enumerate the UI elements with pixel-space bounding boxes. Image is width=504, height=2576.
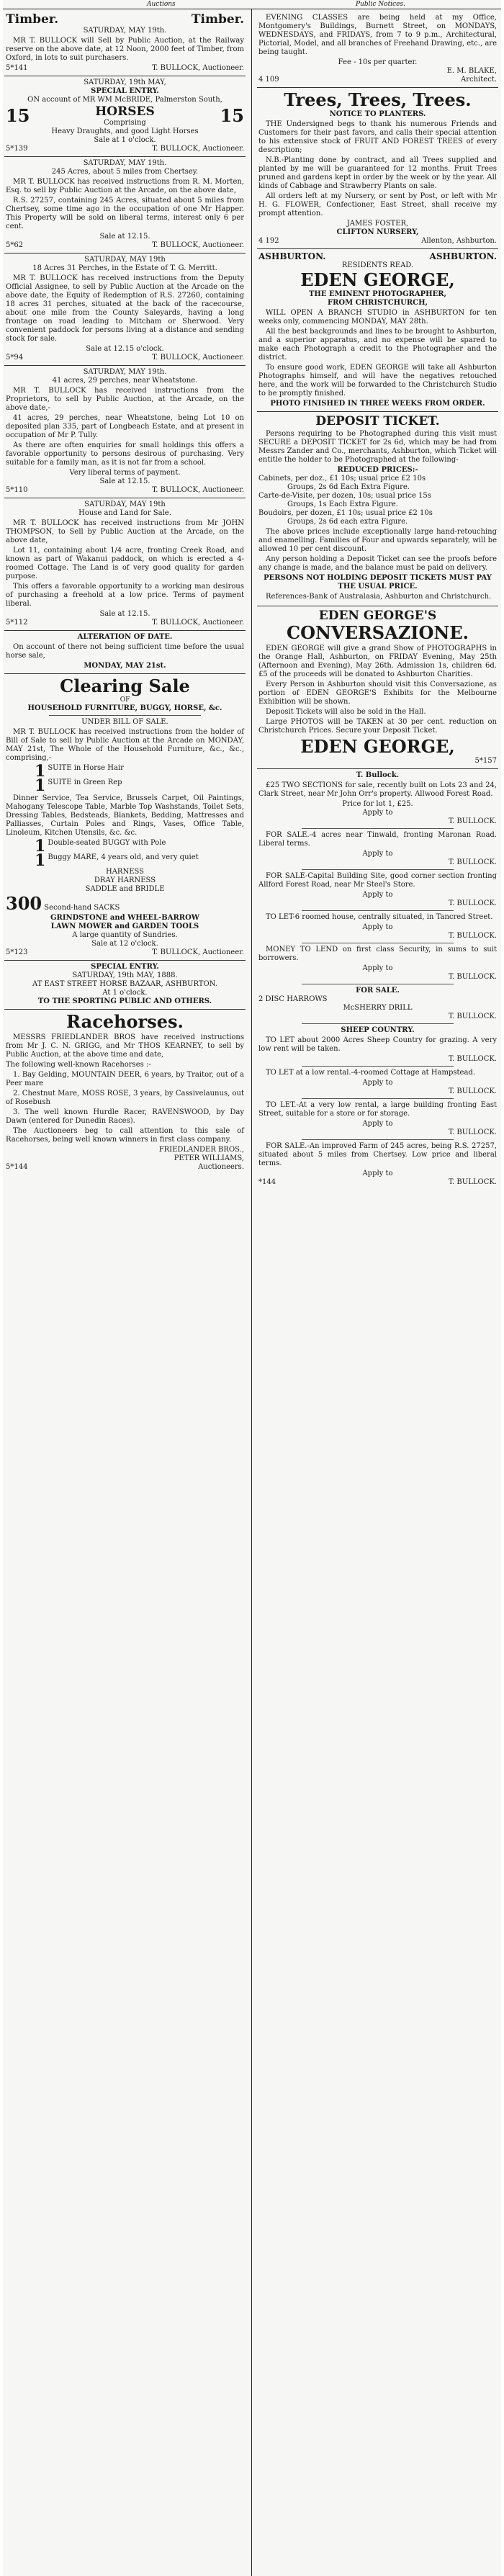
acres18-body: MR T. BULLOCK has received instructions from the Deputy Official Assignee, to sell by Public Auction at the Arcade on the above date, the Equity of Redemption of R.S. 27260, containing 18 acres 31 perches, situated at the back of the racecourse, about one mile from the County Saleyards, having a long frontage on road leading to Mitcham or Sherwood. Very convenient paddock for persons living at a distance and sending stock for sale. (6, 274, 244, 343)
ad-mcbride-horses (4, 76, 246, 157)
bullock-c1: £25 TWO SECTIONS for sale, recently built on Lots 23 and 24, Clark Street, near Mr John Orr's property. Allwood Forest Road. (258, 781, 497, 798)
acres18-sale: Sale at 12.15 o'clock. (86, 345, 164, 353)
eden-finished: PHOTO FINISHED IN THREE WEEKS FROM ORDER. (270, 400, 485, 408)
houseland-lot: Lot 11, containing about 1/4 acre, fronting Creek Road, and known as part of Wakanui paddock, on which is erected a 4-roomed Cottage. The Land is of very good quality for garden purpose. (6, 547, 244, 580)
bullock-c6: TO LET about 2000 Acres Sheep Country for grazing. A very low rent will be taken. (258, 1036, 497, 1053)
houseland-date: SATURDAY, MAY 19th (84, 501, 166, 508)
wheatstone-terms: Very liberal terms of payment. (69, 469, 181, 477)
ad-deposit-ticket (257, 412, 498, 606)
clearing-ref: 5*123 (6, 948, 28, 956)
wheatstone-date: SATURDAY, MAY 19th. (83, 368, 167, 376)
ad-house-land (4, 498, 246, 631)
bullock-apply-5: Apply to (362, 964, 393, 972)
bazaar-to: TO THE SPORTING PUBLIC AND OTHERS. (37, 997, 212, 1005)
eden-sub2: FROM CHRISTCHURCH, (327, 299, 428, 307)
bullock-apply-1: Apply to (362, 809, 393, 817)
conv-signature: EDEN GEORGE, (300, 736, 455, 757)
bullock-sig-7: T. BULLOCK. (448, 1055, 497, 1063)
bullock-forsale: FOR SALE. (356, 987, 400, 995)
bullock-c8: TO LET.-At a very low rental, a large building fronting East Street, suitable for a store or for storage. (258, 1101, 497, 1118)
bullock-ref: *144 (258, 1178, 276, 1186)
mcbride-auctioneer: T. BULLOCK, Auctioneer. (152, 145, 244, 153)
ad-eden-george (257, 249, 498, 412)
houseland-auctioneer: T. BULLOCK, Auctioneer. (152, 619, 244, 627)
wheatstone-sub: 41 acres, 29 perches, near Wheatstone. (52, 377, 198, 385)
eden-bg: All the best backgrounds and lines to be brought to Ashburton, and a superior apparatus, and no expense will be spared to make each Photograph a credit to the Photographer and the district. (258, 328, 497, 362)
eden-town-1: ASHBURTON. (258, 251, 326, 261)
deposit-body: Persons requiring to be Photographed during this visit must SECURE a DEPOSIT TICKET for 2s 6d, which may be had from Messrs Zander and Co., merchants, Ashburton, which Ticket will entitle the holder to be Photographed at the following- (258, 430, 497, 464)
bullock-c1b: Price for lot 1, £25. (342, 800, 413, 808)
trees-place: Allenton, Ashburton. (421, 237, 497, 245)
mcbride-desc: Heavy Draughts, and good Light Horses (51, 127, 199, 135)
bullock-c5: MONEY TO LEND on first class Security, in sums to suit borrowers. (258, 946, 497, 962)
trees-orders: All orders left at my Nursery, or sent by Post, or left with Mr H. G. FLOWER, Confectioner, East Street, shall receive my prompt attention. (258, 192, 497, 217)
mcbride-sale: Sale at 1 o'clock. (94, 136, 156, 144)
acres18-ref: 5*94 (6, 354, 24, 362)
racehorses-by2: PETER WILLIAMS, (174, 1154, 244, 1162)
classes-fee: Fee - 10s per quarter. (338, 58, 418, 66)
trees-notice: NOTICE TO PLANTERS. (329, 110, 426, 118)
acres18-auctioneer: T. BULLOCK, Auctioneer. (152, 354, 244, 362)
chertsey-body: MR T. BULLOCK has received instructions from R. M. Morten, Esq. to sell by Public Auction at the Arcade, on the above date, (6, 178, 244, 194)
clearing-buggy1: 1 Double-seated BUGGY with Pole (35, 837, 166, 856)
trees-name: JAMES FOSTER, (346, 220, 409, 228)
column-rule (251, 9, 252, 2576)
ad-evening-classes (257, 10, 498, 88)
clearing-title: Clearing Sale (60, 676, 190, 696)
bullock-apply-3: Apply to (362, 891, 393, 899)
bullock-sig-9: T. BULLOCK. (448, 1128, 497, 1136)
clearing-of: OF (120, 696, 130, 704)
eden-ensure: To ensure good work, EDEN GEORGE will take all Ashburton Photographs himself, and will have the negatives retouched here, and the work will be forwarded to the Christchurch Studio to be promptly finished. (258, 364, 497, 398)
mcbride-count-left: 15 (6, 105, 30, 126)
acres18-date: SATURDAY, MAY 19th (84, 256, 166, 264)
bazaar-time: At 1 o'clock. (102, 989, 148, 997)
ad-conversazione (257, 606, 498, 769)
chertsey-date: SATURDAY, MAY 19th. (83, 159, 167, 167)
clearing-harness1: HARNESS (105, 868, 145, 876)
bullock-head: T. Bullock. (356, 771, 400, 779)
bullock-disc: 2 DISC HARROWS (258, 995, 328, 1003)
mcbride-special: SPECIAL ENTRY. (91, 87, 159, 95)
classes-body: EVENING CLASSES are being held at my Office, Montgomery's Buildings, Burnett Street, on MONDAYS, WEDNESDAYS, and FRIDAYS, from 7 to 9 p.m., Architectural, Pictorial, Model, and all branches of Freehand Drawing, etc., are being taught. (258, 14, 497, 56)
chertsey-ref: 5*62 (6, 241, 24, 249)
clearing-auctioneer: T. BULLOCK, Auctioneer. (152, 948, 244, 956)
alteration-body: On account of there not being sufficient time before the usual horse sale, (6, 643, 244, 660)
conv-tickets: Deposit Tickets will also be sold in the Hall. (266, 708, 426, 716)
public-notices-column (257, 10, 498, 2574)
houseland-body: MR T. BULLOCK has received instructions from Mr JOHN THOMPSON, to Sell by Public Auction at the Arcade, on the above date, (6, 519, 244, 544)
ad-wheatstone (4, 366, 246, 498)
mcbride-comprising: Comprising (104, 119, 146, 127)
bullock-sig-2: T. BULLOCK. (448, 858, 497, 866)
houseland-note: This offers a favorable opportunity to a working man desirous of purchasing a freehold at a low price. Terms of payment liberal. (6, 583, 244, 608)
bazaar-place: AT EAST STREET HORSE BAZAAR, ASHBURTON. (32, 980, 217, 988)
bullock-sig-10: T. BULLOCK. (448, 1178, 497, 1186)
eden-name: EDEN GEORGE, (300, 269, 455, 290)
bullock-apply-9: Apply to (362, 1170, 393, 1177)
ad-clearing-sale (4, 674, 246, 961)
racehorses-by3: Auctioneers. (198, 1163, 244, 1171)
timber-title-1: Timber. (6, 12, 59, 27)
mcbride-lead: ON account of MR WM McBRIDE, Palmerston South, (27, 96, 222, 104)
eden-resident: RESIDENTS READ. (341, 261, 414, 269)
bullock-drill: McSHERRY DRILL (343, 1004, 413, 1012)
timber-body: MR T. BULLOCK will Sell by Public Auction, at the Railway reserve on the above date, at 12 Noon, 2000 feet of Timber, from Oxford, in lots to suit purchasers. (6, 37, 244, 62)
timber-auctioneer: T. BULLOCK, Auctioneer. (152, 64, 244, 72)
bullock-c9: FOR SALE.-An improved Farm of 245 acres, being R.S. 27257, situated about 5 miles from Chertsey. Low price and liberal terms. (258, 1142, 497, 1167)
timber-ref: 5*141 (6, 64, 28, 72)
wheatstone-auctioneer: T. BULLOCK, Auctioneer. (152, 486, 244, 494)
chertsey-sale: Sale at 12.15. (99, 233, 150, 241)
bullock-apply-7: Apply to (362, 1079, 393, 1087)
clearing-under: UNDER BILL OF SALE. (81, 718, 168, 726)
auctions-column (4, 10, 246, 2574)
wheatstone-ref: 5*110 (6, 486, 28, 494)
bullock-sig-5: T. BULLOCK. (448, 973, 497, 981)
deposit-note: The above prices include exceptionally large hand-retouching and enamelling. Families of Four and upwards separately, will be allowed 10 per cent discount. (258, 528, 497, 553)
mcbride-horses: HORSES (95, 104, 155, 119)
bullock-sig-3: T. BULLOCK. (448, 899, 497, 907)
clearing-suite1: 1 SUITE in Horse Hair (35, 762, 124, 781)
ad-t-bullock (257, 769, 498, 1190)
price-3: Carte-de-Visite, per dozen, 10s; usual price 15s (258, 492, 431, 500)
houseland-sale: Sale at 12.15. (99, 610, 150, 618)
chertsey-auctioneer: T. BULLOCK, Auctioneer. (152, 241, 244, 249)
classes-role: Architect. (461, 76, 497, 84)
price-6: Groups, 2s 6d each extra Figure. (287, 518, 408, 526)
racehorses-note: The Auctioneers beg to call attention to this sale of Racehorses, being well known winners in first class company. (6, 1127, 244, 1144)
timber-date: SATURDAY, MAY 19th. (83, 27, 167, 35)
ad-racehorses (4, 1010, 246, 1175)
bullock-sheep: SHEEP COUNTRY. (341, 1026, 415, 1034)
wheatstone-lot: 41 acres, 29 perches, near Wheatstone, being Lot 10 on deposited plan 335, part of Longbeach Estate, and at present in occupation of Mr P. Tully. (6, 414, 244, 439)
deposit-not: PERSONS NOT HOLDING DEPOSIT TICKETS MUST PAY THE USUAL PRICE. (264, 574, 492, 591)
header-public-notices: Public Notices. (356, 1, 405, 8)
clearing-harness2: DRAY HARNESS (94, 876, 156, 884)
bullock-apply-8: Apply to (362, 1120, 393, 1128)
eden-open: WILL OPEN A BRANCH STUDIO in ASHBURTON for ten weeks only, commencing MONDAY, MAY 28th. (258, 309, 497, 326)
racehorses-title: Racehorses. (66, 1011, 184, 1032)
racehorse-3: 3. The well known Hurdle Racer, RAVENSWOOD, by Day Dawn (entered for Dunedin Races). (6, 1108, 244, 1125)
header-auctions: Auctions (147, 1, 176, 8)
clearing-body: MR T. BULLOCK has received instructions from the holder of Bill of Sale to sell by Public Auction at the Arcade on MONDAY, MAY 21st, The Whole of the Household Furniture, &c., &c., comprising,- (6, 728, 244, 762)
eden-town-2: ASHBURTON. (429, 251, 497, 261)
acres18-sub: 18 Acres 31 Perches, in the Estate of T. G. Merritt. (32, 264, 217, 272)
wheatstone-note: As there are often enquiries for small holdings this offers a favorable opportunity to persons desirous of purchasing. Very suitable for a family man, as it is not far from a school. (6, 441, 244, 467)
racehorses-intro: The following well-known Racehorses :- (6, 1061, 151, 1069)
bullock-c2: FOR SALE.-4 acres near Tinwald, fronting Maronan Road. Liberal terms. (258, 831, 497, 848)
conv-title2: CONVERSAZIONE. (287, 622, 469, 643)
ad-bazaar (4, 961, 246, 1010)
mcbride-count-right: 15 (220, 105, 244, 126)
trees-nb: N.B.-Planting done by contract, and all Trees supplied and planted by me will be guaranteed for 12 months. Fruit Trees pruned and gardens kept in order by the week or by the year. All kinds of Cabbage and Strawberry Plants on sale. (258, 156, 497, 190)
clearing-buggy2: 1 Buggy MARE, 4 years old, and very quiet (35, 851, 199, 870)
alteration-date: MONDAY, MAY 21st. (84, 662, 166, 670)
trees-body: THE Undersigned begs to thank his numerous Friends and Customers for their past favors, and calls their special attention to his extensive stock of FRUIT AND FOREST TREES of every description; (258, 120, 497, 154)
clearing-grindstone: GRINDSTONE and WHEEL-BARROW (50, 914, 200, 922)
newspaper-page (3, 0, 501, 2576)
conv-title: EDEN GEORGE'S (318, 609, 437, 623)
conv-large: Large PHOTOS will be TAKEN at 30 per cent. reduction on Christchurch Prices. Secure your Deposit Ticket. (258, 718, 497, 735)
deposit-reduced: REDUCED PRICES:- (337, 466, 418, 474)
eden-sub1: THE EMINENT PHOTOGRAPHER, (308, 290, 446, 298)
bazaar-date: SATURDAY, 19th MAY, 1888. (72, 971, 178, 979)
price-1: Cabinets, per doz., £1 10s; usual price £2 10s (258, 475, 426, 483)
timber-title-2: Timber. (191, 12, 244, 27)
racehorse-2: 2. Chestnut Mare, MOSS ROSE, 3 years, by Cassivelaunus, out of Rosebush (6, 1090, 244, 1106)
ad-chertsey (4, 157, 246, 253)
racehorse-1: 1. Bay Gelding, MOUNTAIN DEER, 6 years, by Traitor, out of a Peer mare (6, 1071, 244, 1087)
conv-ref: 5*157 (474, 757, 497, 765)
bullock-c4: TO LET-6 roomed house, centrally situated, in Tancred Street. (266, 913, 493, 921)
ad-timber (4, 10, 246, 76)
mcbride-date: SATURDAY, 19th MAY, (84, 78, 166, 86)
page-header (3, 0, 501, 9)
bullock-apply-4: Apply to (362, 923, 393, 931)
ad-trees (257, 88, 498, 249)
racehorses-body: MESSRS FRIEDLANDER BROS have received instructions from Mr J. C. N. GRIGG, and Mr THOS KEARNEY, to sell by Public Auction, at the above time and date, (6, 1033, 244, 1059)
clearing-sale: Sale at 12 o'clock. (91, 940, 158, 948)
clearing-sundries: A large quantity of Sundries. (72, 931, 178, 939)
clearing-list: Dinner Service, Tea Service, Brussels Carpet, Oil Paintings, Mahogany Telescope Table, Marble Top Washstands, Toilet Sets, Dressing Tables, Bedsteads, Blankets, Bedding, Mattresses and Palliasses, Curtain Poles and Rings, Vases, Office Table, Linoleum, Kitchen Utensils, &c. &c. (6, 794, 244, 837)
trees-ref: 4 192 (258, 237, 279, 245)
trees-title: Trees, Trees, Trees. (284, 89, 472, 110)
classes-name: E. M. BLAKE, (446, 67, 497, 75)
bullock-sig-1: T. BULLOCK. (448, 817, 497, 825)
clearing-lawn: LAWN MOWER and GARDEN TOOLS (50, 923, 199, 930)
clearing-harness3: SADDLE and BRIDLE (85, 885, 165, 893)
mcbride-ref: 5*139 (6, 145, 28, 153)
bullock-sig-4: T. BULLOCK. (448, 932, 497, 940)
racehorses-by1: FRIEDLANDER BROS., (158, 1146, 244, 1154)
clearing-suite2: 1 SUITE in Green Rep (35, 776, 122, 795)
ad-alteration (4, 631, 246, 674)
conv-every: Every Person in Ashburton should visit this Conversazione, as portion of EDEN GEORGE'S Exhibits for the Melbourne Exhibition will be shown. (258, 681, 497, 706)
houseland-sub: House and Land for Sale. (78, 509, 171, 517)
chertsey-sub: 245 Acres, about 5 miles from Chertsey. (51, 168, 199, 176)
deposit-title: DEPOSIT TICKET. (315, 414, 440, 428)
houseland-ref: 5*112 (6, 619, 28, 627)
conv-body: EDEN GEORGE will give a grand Show of PHOTOGRAPHS in the Orange Hall, Ashburton, on FRIDAY Evening, May 25th (Afternoon and Evening), May 26th. Admission 1s, children 6d. £5 of the proceeds will be donated to Ashburton Charities. (258, 645, 497, 678)
bullock-c7: TO LET at a low rental.-4-roomed Cottage at Hampstead. (266, 1069, 476, 1077)
bullock-c3: FOR SALE-Capital Building Site, good corner section fronting Allford Forest Road, near Mr Steel's Store. (258, 872, 497, 889)
deposit-refs: References-Bank of Australasia, Ashburton and Christchurch. (266, 593, 492, 601)
deposit-any: Any person holding a Deposit Ticket can see the proofs before any change is made, and the balance must be paid on delivery. (258, 555, 497, 572)
racehorses-ref: 5*144 (6, 1163, 28, 1171)
clearing-sacks: 300 Second-hand SACKS (6, 893, 120, 914)
bullock-apply-2: Apply to (362, 850, 393, 858)
trees-nursery: CLIFTON NURSERY, (336, 228, 419, 236)
bazaar-special: SPECIAL ENTRY. (91, 963, 159, 971)
wheatstone-sale: Sale at 12.15. (99, 477, 150, 485)
price-2: Groups, 2s 6d Each Extra Figure. (287, 483, 410, 491)
classes-ref: 4 109 (258, 76, 279, 84)
price-4: Groups, 1s Each Extra Figure. (287, 501, 399, 508)
alteration-title: ALTERATION OF DATE. (77, 633, 173, 641)
bullock-sig-8: T. BULLOCK. (448, 1087, 497, 1095)
ad-18-acres (4, 253, 246, 366)
clearing-sub: HOUSEHOLD FURNITURE, BUGGY, HORSE, &c. (27, 704, 222, 712)
bullock-sig-6: T. BULLOCK. (448, 1013, 497, 1020)
wheatstone-body: MR T. BULLOCK has received instructions from the Proprietors, to sell by Public Auction, at the Arcade, on the above date,- (6, 387, 244, 412)
chertsey-rs: R.S. 27257, containing 245 Acres, situated about 5 miles from Chertsey, some time ago in the occupation of one Mr Happer. This Property will be sold on liberal terms, interest only 6 per cent. (6, 197, 244, 230)
price-5: Boudoirs, per dozen, £1 10s; usual price £2 10s (258, 509, 433, 517)
